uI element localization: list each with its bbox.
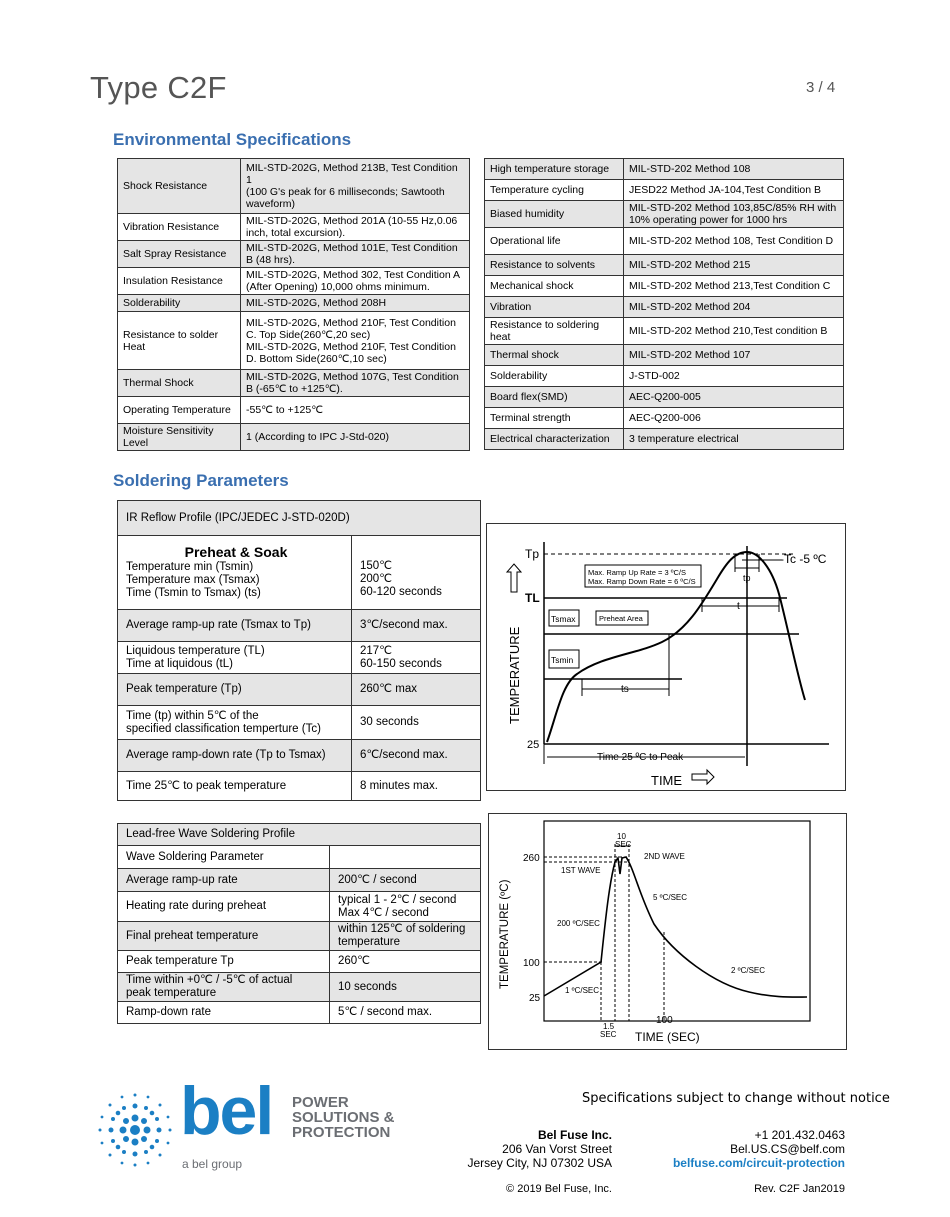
spec-label: Moisture Sensitivity Level <box>118 424 241 451</box>
address-line-1: 206 Van Vorst Street <box>502 1142 612 1156</box>
param-row <box>118 1002 481 1024</box>
spec-row <box>485 408 844 429</box>
spec-value: MIL-STD-202 Method 210,Test condition B <box>624 318 844 345</box>
spec-label: Board flex(SMD) <box>485 387 624 408</box>
param-value: typical 1 - 2℃ / second Max 4℃ / second <box>330 892 481 922</box>
solder-section-title: Soldering Parameters <box>113 471 289 490</box>
param-label: Final preheat temperature <box>118 922 330 951</box>
bel-logo-icon <box>94 1089 176 1171</box>
spec-value: MIL-STD-202G, Method 208H <box>241 295 470 312</box>
param-label: Time within +0℃ / -5℃ of actual peak temperature <box>118 973 330 1002</box>
phone: +1 201.432.0463 <box>754 1128 845 1142</box>
preheat-labels: Temperature min (Tsmin) Temperature max (Tsmax) Time (Tsmin to Tsmax) (ts) <box>126 560 261 599</box>
spec-row <box>485 366 844 387</box>
param-label: Heating rate during preheat <box>118 892 330 922</box>
y25-wave-label: 25 <box>529 993 541 1004</box>
param-label: Average ramp-up rate <box>118 869 330 892</box>
logo-line-3: PROTECTION <box>292 1124 391 1141</box>
param-label: Average ramp-down rate (Tp to Tsmax) <box>118 740 352 772</box>
bel-logo-text: bel <box>180 1073 273 1149</box>
spec-label: Thermal shock <box>485 345 624 366</box>
param-value: 217℃ 60-150 seconds <box>352 642 481 674</box>
wave1-label: 1ST WAVE <box>561 866 601 875</box>
param-row <box>118 772 481 801</box>
y100-label: 100 <box>523 958 540 969</box>
wave-profile-graph <box>488 813 847 1050</box>
spec-value: MIL-STD-202 Method 213,Test Condition C <box>624 276 844 297</box>
spec-label: High temperature storage <box>485 159 624 180</box>
spec-label: Mechanical shock <box>485 276 624 297</box>
copyright: © 2019 Bel Fuse, Inc. <box>506 1183 612 1195</box>
r5-label: 5 ºC/SEC <box>653 893 688 902</box>
spec-value: 1 (According to IPC J-Std-020) <box>241 424 470 451</box>
spec-label: Thermal Shock <box>118 370 241 397</box>
wave-ylabel: TEMPERATURE (ºC) <box>499 879 511 989</box>
tsmin-label: Tsmin <box>551 655 574 665</box>
logo-sub: a bel group <box>182 1157 243 1171</box>
spec-row <box>485 276 844 297</box>
param-row <box>118 869 481 892</box>
spec-label: Salt Spray Resistance <box>118 241 241 268</box>
spec-label: Shock Resistance <box>118 159 241 214</box>
param-label: Average ramp-up rate (Tsmax to Tp) <box>118 610 352 642</box>
spec-row <box>118 159 470 214</box>
page-number: 3 / 4 <box>806 79 836 96</box>
param-value: 260℃ max <box>352 674 481 706</box>
spec-value: MIL-STD-202G, Method 213B, Test Condition 1 (100 G's peak for 6 milliseconds; Sawtooth waveform) <box>241 159 470 214</box>
spec-value: MIL-STD-202 Method 108, Test Condition D <box>624 228 844 255</box>
param-row <box>118 973 481 1002</box>
ramp-down-label: Max. Ramp Down Rate = 6 ºC/S <box>588 577 696 586</box>
preheat-values: 150℃ 200℃ 60-120 seconds <box>352 536 481 610</box>
logo-tagline <box>292 1095 395 1140</box>
param-row <box>118 892 481 922</box>
spec-value: MIL-STD-202 Method 103,85C/85% RH with 10% operating power for 1000 hrs <box>624 201 844 228</box>
param-value: 200℃ / second <box>330 869 481 892</box>
spec-value: MIL-STD-202 Method 204 <box>624 297 844 318</box>
spec-row <box>485 255 844 276</box>
env-left-table <box>117 158 470 451</box>
ten-label: 10 <box>617 832 626 841</box>
spec-row <box>118 268 470 295</box>
spec-row <box>485 159 844 180</box>
param-label: Ramp-down rate <box>118 1002 330 1024</box>
spec-value: MIL-STD-202G, Method 302, Test Condition A (After Opening) 10,000 ohms minimum. <box>241 268 470 295</box>
param-label: Time (tp) within 5℃ of the specified classification temperture (Tc) <box>118 706 352 740</box>
param-value: within 125℃ of soldering temperature <box>330 922 481 951</box>
param-value: 10 seconds <box>330 973 481 1002</box>
spec-value: JESD22 Method JA-104,Test Condition B <box>624 180 844 201</box>
reflow-ylabel: TEMPERATURE <box>507 626 522 724</box>
logo-line-1: POWER <box>292 1094 349 1111</box>
wave-xlabel: TIME (SEC) <box>635 1030 700 1044</box>
spec-row <box>485 318 844 345</box>
env-right-table <box>484 158 844 450</box>
param-label: Time 25℃ to peak temperature <box>118 772 352 801</box>
spec-row <box>118 241 470 268</box>
spec-label: Insulation Resistance <box>118 268 241 295</box>
spec-label: Temperature cycling <box>485 180 624 201</box>
wave2-label: 2ND WAVE <box>644 852 685 861</box>
param-row <box>118 846 481 869</box>
spec-label: Resistance to solvents <box>485 255 624 276</box>
param-label: Peak temperature Tp <box>118 951 330 973</box>
spec-label: Resistance to soldering heat <box>485 318 624 345</box>
spec-label: Resistance to solder Heat <box>118 312 241 370</box>
wave-header: Lead-free Wave Soldering Profile <box>118 824 481 846</box>
param-row <box>118 610 481 642</box>
company-name: Bel Fuse Inc. <box>537 1128 612 1142</box>
param-value <box>330 846 481 869</box>
logo-line-2: SOLUTIONS & <box>292 1109 395 1126</box>
spec-value: MIL-STD-202 Method 215 <box>624 255 844 276</box>
spec-value: AEC-Q200-005 <box>624 387 844 408</box>
spec-value: 3 temperature electrical <box>624 429 844 450</box>
reflow-profile-graph <box>486 523 846 791</box>
tc-label: -Tc -5 ºC <box>780 552 827 566</box>
spec-value: J-STD-002 <box>624 366 844 387</box>
spec-row <box>485 429 844 450</box>
change-notice: Specifications subject to change without notice <box>582 1091 890 1106</box>
spec-row <box>485 201 844 228</box>
param-value: 5℃ / second max. <box>330 1002 481 1024</box>
spec-row <box>485 228 844 255</box>
temperature-arrow-icon <box>507 564 521 592</box>
spec-row <box>118 370 470 397</box>
r1-label: 1 ºC/SEC <box>565 986 600 995</box>
reflow-table <box>117 500 481 801</box>
spec-row <box>118 312 470 370</box>
env-section-title: Environmental Specifications <box>113 130 352 149</box>
param-row <box>118 951 481 973</box>
sec-bottom-label: SEC <box>600 1030 617 1039</box>
spec-row <box>485 297 844 318</box>
y25-label: 25 <box>527 739 540 751</box>
tsmax-label: Tsmax <box>551 614 576 624</box>
preheat-area-label: Preheat Area <box>599 614 643 623</box>
company-address <box>420 1128 612 1170</box>
spec-label: Vibration <box>485 297 624 318</box>
param-row <box>118 674 481 706</box>
param-value: 30 seconds <box>352 706 481 740</box>
spec-row <box>485 387 844 408</box>
spec-label: Operating Temperature <box>118 397 241 424</box>
spec-value: MIL-STD-202G, Method 201A (10-55 Hz,0.06 inch, total excursion). <box>241 214 470 241</box>
reflow-xlabel: TIME <box>651 773 683 788</box>
r2-label: 2 ºC/SEC <box>731 966 766 975</box>
preheat-cell <box>118 536 352 610</box>
reflow-header: IR Reflow Profile (IPC/JEDEC J-STD-020D) <box>118 501 481 536</box>
time25-label: Time 25 ºC to Peak <box>597 752 684 763</box>
spec-row <box>118 214 470 241</box>
spec-row <box>118 295 470 312</box>
t-label: t <box>737 601 740 612</box>
spec-value: AEC-Q200-006 <box>624 408 844 429</box>
tp-small-label: tp <box>743 573 751 583</box>
spec-row <box>118 424 470 451</box>
spec-label: Electrical characterization <box>485 429 624 450</box>
param-row <box>118 922 481 951</box>
spec-value: MIL-STD-202G, Method 210F, Test Condition C. Top Side(260℃,20 sec) MIL-STD-202G, Method 210F, Test Condition D. Bottom Side(260℃,10 sec) <box>241 312 470 370</box>
spec-value: MIL-STD-202 Method 108 <box>624 159 844 180</box>
email[interactable]: Bel.US.CS@belf.com <box>730 1142 845 1156</box>
spec-value: -55℃ to +125℃ <box>241 397 470 424</box>
contact-info <box>640 1128 845 1170</box>
revision: Rev. C2F Jan2019 <box>754 1183 845 1195</box>
param-label: Wave Soldering Parameter <box>118 846 330 869</box>
website-link[interactable]: belfuse.com/circuit-protection <box>672 1156 845 1170</box>
param-label: Liquidous temperature (TL) Time at liquidous (tL) <box>118 642 352 674</box>
spec-label: Solderability <box>485 366 624 387</box>
param-value: 3℃/second max. <box>352 610 481 642</box>
sec-top-label: SEC <box>615 840 632 849</box>
param-label: Peak temperature (Tp) <box>118 674 352 706</box>
param-row <box>118 706 481 740</box>
spec-row <box>485 180 844 201</box>
spec-value: MIL-STD-202 Method 107 <box>624 345 844 366</box>
r200-label: 200 ºC/SEC <box>557 919 600 928</box>
y260-label: 260 <box>523 853 540 864</box>
ts-label: ts <box>621 684 629 695</box>
tl-label: TL <box>525 591 540 605</box>
tp-label: Tp <box>525 547 540 561</box>
spec-label: Operational life <box>485 228 624 255</box>
x100-label: 100 <box>656 1015 673 1026</box>
spec-row <box>485 345 844 366</box>
param-value: 6℃/second max. <box>352 740 481 772</box>
spec-value: MIL-STD-202G, Method 101E, Test Condition B (48 hrs). <box>241 241 470 268</box>
ramp-up-label: Max. Ramp Up Rate = 3 ºC/S <box>588 568 686 577</box>
spec-label: Solderability <box>118 295 241 312</box>
spec-label: Biased humidity <box>485 201 624 228</box>
wave-table <box>117 823 481 1024</box>
param-row <box>118 642 481 674</box>
time-arrow-icon <box>692 770 714 784</box>
param-value: 260℃ <box>330 951 481 973</box>
param-value: 8 minutes max. <box>352 772 481 801</box>
spec-label: Vibration Resistance <box>118 214 241 241</box>
preheat-title: Preheat & Soak <box>184 543 288 560</box>
x15-label: 1.5 <box>603 1022 615 1031</box>
page-title: Type C2F <box>90 70 227 105</box>
spec-row <box>118 397 470 424</box>
spec-value: MIL-STD-202G, Method 107G, Test Condition B (-65℃ to +125℃). <box>241 370 470 397</box>
address-line-2: Jersey City, NJ 07302 USA <box>467 1156 612 1170</box>
param-row <box>118 740 481 772</box>
spec-label: Terminal strength <box>485 408 624 429</box>
